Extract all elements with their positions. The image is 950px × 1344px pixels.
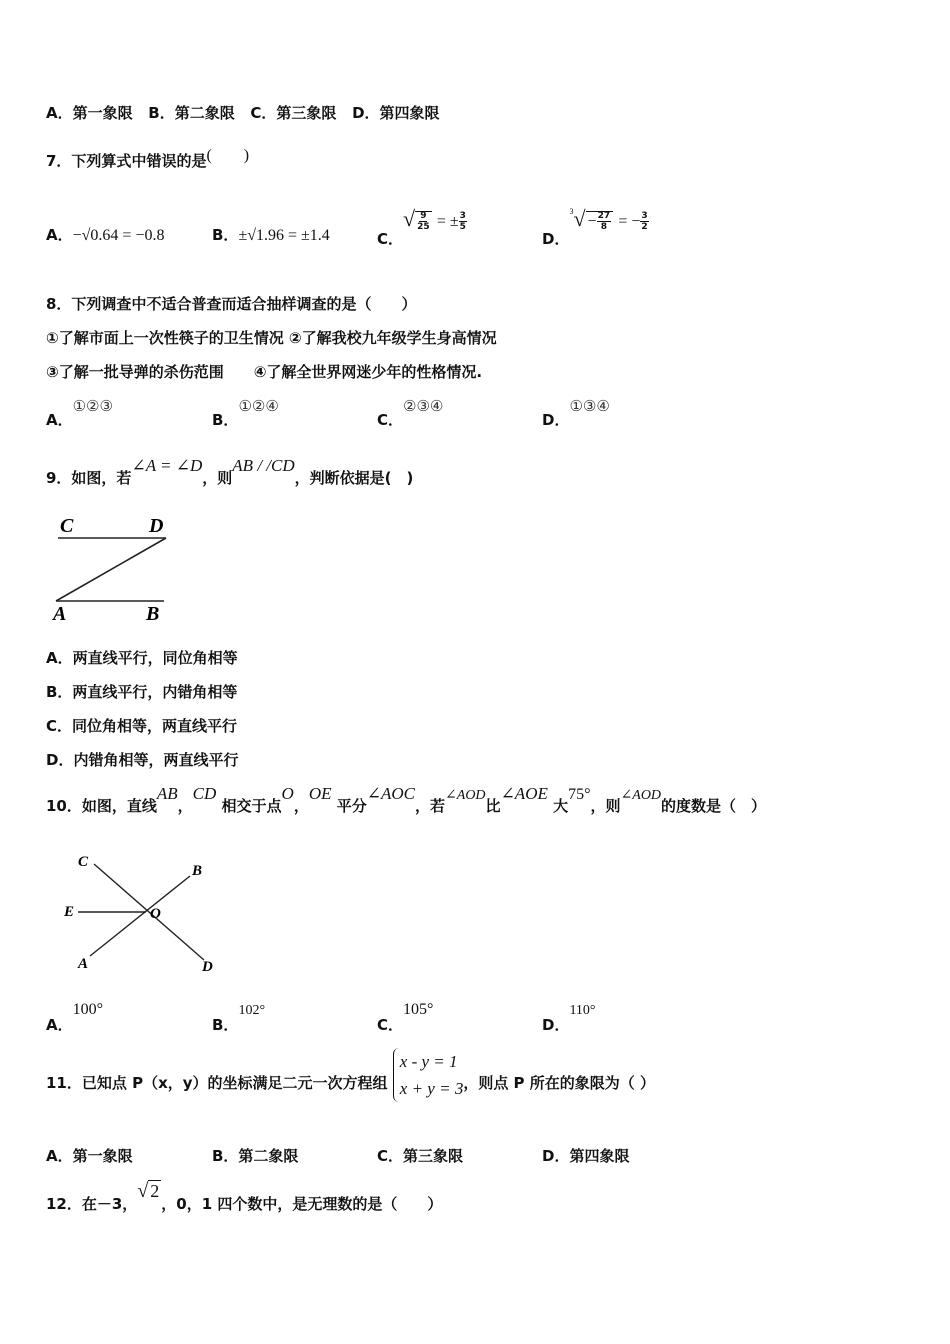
q8-option-c[interactable]: [377, 395, 444, 429]
q9-option-c[interactable]: C．同位角相等，两直线平行: [46, 717, 238, 735]
q11-option-c[interactable]: C．第三象限: [377, 1147, 464, 1165]
q7-c-rnum: 3: [459, 211, 466, 221]
q10-oe: OE: [308, 784, 332, 803]
q10-label-e: E: [64, 904, 75, 920]
q12-stem-pre: 12．在－3，: [46, 1195, 138, 1213]
q7-option-a[interactable]: [46, 224, 164, 245]
q7-c-rden: 5: [459, 222, 466, 232]
q10-label-a: A: [78, 956, 89, 972]
q9-option-b[interactable]: B．两直线平行，内错角相等: [46, 683, 238, 701]
q11-eq2: x + y = 3: [399, 1079, 464, 1098]
q6-option-a[interactable]: A．第一象限: [46, 104, 133, 122]
q12-stem-post: ，0，1 四个数中，是无理数的是（ ）: [161, 1195, 443, 1213]
q12-sqrt: 2: [150, 1181, 160, 1201]
q10-aoc: ∠AOC: [366, 784, 416, 803]
q10-aod: ∠AOD: [445, 788, 486, 803]
q9-label-c: C: [60, 515, 74, 537]
q10-c-label: C．: [377, 1016, 404, 1034]
q10-c-val: 105°: [403, 1001, 434, 1018]
q7-stem-text: 7．下列算式中错误的是: [46, 152, 207, 170]
q12-stem: 12．在－3，√ 2，0，1 四个数中，是无理数的是（ ）: [46, 1180, 443, 1213]
q10-a-label: A．: [46, 1016, 73, 1034]
q10-a-val: 100°: [72, 1001, 104, 1018]
q7-b-label: B．: [212, 226, 239, 244]
q10-option-b[interactable]: [212, 998, 266, 1034]
q10-label-d: D: [202, 959, 213, 975]
q8-c-val: ②③④: [403, 397, 444, 415]
q10-option-c[interactable]: [377, 998, 434, 1034]
q8-a-label: A．: [46, 411, 73, 429]
q10-t6: 大: [553, 797, 569, 815]
q9-option-a[interactable]: A．两直线平行，同位角相等: [46, 649, 238, 667]
q10-t5: 比: [485, 797, 501, 815]
q7-paren: ( ): [206, 147, 250, 164]
q9-stem-post: ，判断依据是( ): [294, 469, 414, 487]
q9-conclusion: AB / /CD: [232, 456, 295, 475]
q11-option-a[interactable]: A．第一象限: [46, 1147, 133, 1165]
q10-option-a[interactable]: [46, 998, 104, 1034]
q7-d-rden: 2: [641, 222, 648, 232]
q7-a-label: A．: [46, 226, 73, 244]
q9-label-b: B: [146, 603, 160, 624]
q11-system: [393, 1048, 464, 1102]
q10-deg75: 75°: [568, 786, 591, 803]
q10-line-ab: [90, 876, 190, 956]
q7-stem: [46, 148, 249, 171]
q9-option-d[interactable]: D．内错角相等，两直线平行: [46, 751, 239, 769]
q7-d-label: D．: [542, 230, 570, 248]
q11-option-d[interactable]: D．第四象限: [542, 1147, 630, 1165]
q7-c-label: C．: [377, 230, 404, 248]
q10-o: O: [281, 784, 294, 803]
q9-label-a: A: [53, 603, 67, 624]
q9-stem: [46, 455, 414, 487]
q10-label-c: C: [78, 854, 89, 870]
q7-d-index: 3: [569, 207, 574, 216]
q8-item-1: ①了解市面上一次性筷子的卫生情况 ②了解我校九年级学生身高情况: [46, 329, 497, 347]
q11-option-b[interactable]: B．第二象限: [212, 1147, 299, 1165]
q8-stem: 8．下列调查中不适合普查而适合抽样调查的是（ ）: [46, 295, 417, 313]
q8-b-val: ①②④: [238, 397, 279, 415]
q11-stem-pre: 11．已知点 P（x，y）的坐标满足二元一次方程组: [46, 1073, 388, 1092]
q11-stem: [46, 1052, 655, 1114]
q6-option-d[interactable]: D．第四象限: [352, 104, 440, 122]
q10-stem: [46, 783, 767, 815]
q7-b-expr: ±√1.96 = ±1.4: [238, 227, 330, 244]
q7-a-expr: −√0.64 = −0.8: [72, 227, 165, 244]
q10-cd: CD: [192, 784, 217, 803]
q10-d-val: 110°: [569, 1003, 596, 1018]
q6-option-c[interactable]: C．第三象限: [250, 104, 337, 122]
q8-d-label: D．: [542, 411, 570, 429]
q10-t7: ，则: [590, 797, 621, 815]
q10-t2: 相交于点: [221, 797, 282, 815]
q11-stem-post: ，则点 P 所在的象限为（ ）: [463, 1073, 655, 1092]
q9-condition: ∠A = ∠D: [131, 456, 203, 475]
q10-t3: 平分: [336, 797, 367, 815]
q8-c-label: C．: [377, 411, 404, 429]
q9-label-d: D: [149, 515, 164, 537]
q6-options: [46, 102, 440, 123]
q7-d-eq: = −: [618, 213, 641, 230]
q10-aod2: ∠AOD: [620, 788, 662, 803]
q8-a-val: ①②③: [72, 397, 113, 415]
q10-option-d[interactable]: [542, 998, 596, 1034]
q9-line-ad: [56, 538, 166, 601]
q10-label-b: B: [192, 863, 203, 879]
q10-comma2: ，: [293, 797, 309, 815]
q7-option-c[interactable]: C．√ $\frac{9}{25}$ = ± $\frac{3}{5}$: [377, 206, 466, 248]
q8-b-label: B．: [212, 411, 239, 429]
q10-figure: [58, 848, 228, 978]
q9-stem-pre: 9．如图，若: [46, 469, 132, 487]
q10-t4: ，若: [415, 797, 446, 815]
q10-label-o: O: [150, 906, 161, 922]
q7-c-den: 25: [417, 222, 430, 232]
q8-option-d[interactable]: [542, 395, 610, 429]
q8-option-a[interactable]: [46, 395, 113, 429]
q7-option-d[interactable]: D．$^3$√ − $\frac{27}{8}$ = − $\frac{3}{2}$: [542, 206, 648, 248]
q6-option-b[interactable]: B．第二象限: [148, 104, 235, 122]
q10-t8: 的度数是（ ）: [661, 797, 767, 815]
q9-figure: [50, 512, 180, 624]
q7-d-num: 27: [597, 211, 611, 221]
q9-stem-mid: ，则: [202, 469, 233, 487]
q7-d-rnum: 3: [641, 211, 648, 221]
q10-t1: 10．如图，直线: [46, 797, 157, 815]
q11-eq1: x - y = 1: [399, 1052, 458, 1071]
q8-d-val: ①③④: [569, 397, 610, 415]
q7-c-num: 9: [420, 211, 427, 221]
q10-d-label: D．: [542, 1016, 570, 1034]
q8-item-2: ③了解一批导弹的杀伤范围 ④了解全世界网迷少年的性格情况.: [46, 363, 483, 381]
q10-b-label: B．: [212, 1016, 239, 1034]
q10-comma1: ，: [177, 797, 193, 815]
q7-c-eq: = ±: [436, 213, 459, 230]
q10-aoe: ∠AOE: [500, 784, 548, 803]
q7-option-b[interactable]: [212, 224, 330, 245]
q10-b-val: 102°: [238, 1003, 266, 1018]
q8-option-b[interactable]: [212, 395, 279, 429]
q7-d-den: 8: [600, 222, 607, 232]
q10-ab: AB: [156, 784, 178, 803]
